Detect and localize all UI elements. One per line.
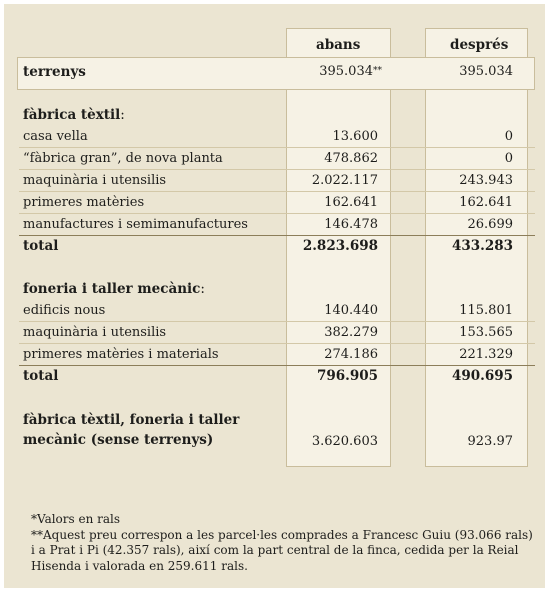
row-divider	[19, 147, 535, 148]
terrenys-row-band	[17, 57, 535, 90]
total-label: total	[23, 238, 59, 254]
footnote-1: *Valors en rals	[31, 512, 121, 526]
row-divider	[19, 169, 535, 170]
row-after: 115.801	[459, 303, 513, 318]
row-label: primeres matèries	[23, 195, 145, 210]
section-title-foneria: foneria i taller mecànic:	[23, 281, 205, 297]
row-after: 162.641	[459, 195, 513, 210]
row-divider	[19, 321, 535, 322]
table-panel	[4, 4, 545, 588]
row-before: 140.440	[324, 303, 378, 318]
total-label: total	[23, 368, 59, 384]
row-after: 26.699	[467, 217, 513, 232]
row-before: 13.600	[332, 129, 378, 144]
total-before: 2.823.698	[302, 238, 378, 254]
footnote-2-end: Hisenda i valorada en 259.611 rals.	[31, 559, 248, 573]
row-after: 0	[504, 129, 513, 144]
footnote-2-cont: i a Prat i Pi (42.357 rals), així com la part central de la finca, cedida per la Reial	[31, 543, 519, 557]
total-after: 433.283	[451, 238, 513, 254]
row-after: 221.329	[459, 347, 513, 362]
row-label: casa vella	[23, 129, 88, 144]
row-before: 274.186	[324, 347, 378, 362]
row-label: maquinària i utensilis	[23, 325, 167, 340]
row-after: 243.943	[459, 173, 513, 188]
section-title-fabrica-textil: fàbrica tèxtil:	[23, 107, 125, 123]
row-before: 162.641	[324, 195, 378, 210]
row-divider	[19, 213, 535, 214]
row-before: 478.862	[324, 151, 378, 166]
grand-total-label-line2: mecànic (sense terrenys)	[23, 432, 214, 448]
column-header-despres: després	[450, 37, 509, 53]
row-label: “fàbrica gran”, de nova planta	[23, 151, 223, 166]
row-divider	[19, 191, 535, 192]
row-label: edificis nous	[23, 303, 106, 318]
total-divider	[19, 235, 535, 236]
grand-total-after: 923.97	[467, 434, 513, 449]
footnote-2: **Aquest preu correspon a les parcel·les comprades a Francesc Guiu (93.066 rals)	[31, 528, 533, 542]
row-before: 2.022.117	[311, 173, 378, 188]
terrenys-before: 395.034**	[319, 64, 382, 79]
column-header-abans: abans	[316, 37, 361, 53]
row-after: 153.565	[459, 325, 513, 340]
total-divider	[19, 365, 535, 366]
row-label: manufactures i semimanufactures	[23, 217, 248, 232]
row-label: primeres matèries i materials	[23, 347, 219, 362]
terrenys-after: 395.034	[459, 64, 513, 79]
row-after: 0	[504, 151, 513, 166]
row-before: 382.279	[324, 325, 378, 340]
grand-total-before: 3.620.603	[311, 434, 378, 449]
total-after: 490.695	[451, 368, 513, 384]
row-divider	[19, 343, 535, 344]
row-label: maquinària i utensilis	[23, 173, 167, 188]
footnote-mark: **	[373, 66, 382, 76]
grand-total-label-line1: fàbrica tèxtil, foneria i taller	[23, 412, 240, 428]
row-before: 146.478	[324, 217, 378, 232]
total-before: 796.905	[316, 368, 378, 384]
terrenys-label: terrenys	[23, 64, 86, 80]
